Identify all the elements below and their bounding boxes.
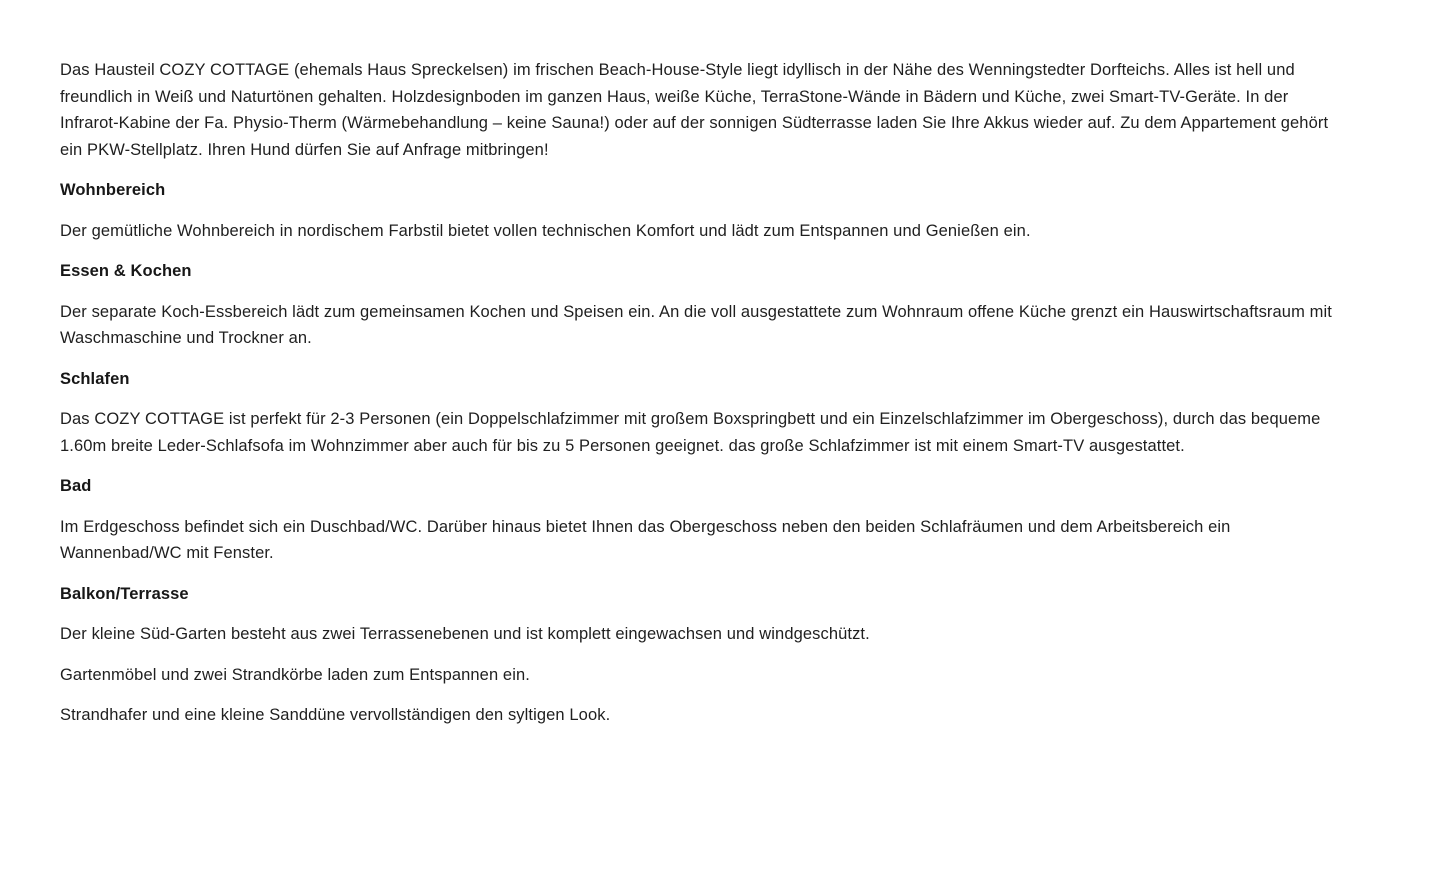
section-heading: Bad — [60, 477, 92, 495]
section-paragraph: Strandhafer und eine kleine Sanddüne vervollständigen den syltigen Look. — [60, 706, 611, 724]
section-bad — [60, 473, 1385, 567]
section-heading: Essen & Kochen — [60, 262, 192, 280]
section-paragraph: Im Erdgeschoss befindet sich ein Duschbad/WC. Darüber hinaus bietet Ihnen das Obergeschoss neben den beiden Schlafräumen und dem Arbeitsbereich ein Wannenbad/WC mit Fenster. — [60, 517, 1231, 562]
section-balkon-terrasse — [60, 581, 1385, 729]
section-paragraph: Gartenmöbel und zwei Strandkörbe laden zum Entspannen ein. — [60, 665, 530, 684]
section-essen-kochen — [60, 258, 1385, 352]
section-schlafen — [60, 366, 1385, 460]
section-wohnbereich — [60, 177, 1385, 244]
section-paragraph: Der kleine Süd-Garten besteht aus zwei Terrassenebenen und ist komplett eingewachsen und windgeschützt. — [60, 625, 870, 643]
section-paragraph: Das COZY COTTAGE ist perfekt für 2-3 Personen (ein Doppelschlafzimmer mit großem Boxspringbett und ein Einzelschlafzimmer im Obergeschoss), durch das bequeme 1.60m breite Leder-Schlafsofa im Wohnzimmer aber auch für bis zu 5 Personen geeignet. das große Schlafzimmer ist mit einem Smart-TV ausgestattet. — [60, 410, 1321, 455]
intro-paragraph: Das Hausteil COZY COTTAGE (ehemals Haus Spreckelsen) im frischen Beach-House-Style liegt idyllisch in der Nähe des Wenningstedter Dorfteichs. Alles ist hell und freundlich in Weiß und Naturtönen gehalten. Holzdesignboden im ganzen Haus, weiße Küche, TerraStone-Wände in Bädern und Küche, zwei Smart-TV-Geräte. In der Infrarot-Kabine der Fa. Physio-Therm (Wärmebehandlung – keine Sauna!) oder auf der sonnigen Südterrasse laden Sie Ihre Akkus wieder auf. Zu dem Appartement gehört ein PKW-Stellplatz. Ihren Hund dürfen Sie auf Anfrage mitbringen! — [60, 61, 1329, 159]
section-heading: Wohnbereich — [60, 181, 166, 199]
section-paragraph: Der separate Koch-Essbereich lädt zum gemeinsamen Kochen und Speisen ein. An die voll ausgestattete zum Wohnraum offene Küche grenzt ein Hauswirtschaftsraum mit Waschmaschine und Trockner an. — [60, 302, 1332, 347]
section-heading: Schlafen — [60, 369, 130, 388]
section-heading: Balkon/Terrasse — [60, 584, 189, 603]
section-paragraph: Der gemütliche Wohnbereich in nordischem Farbstil bietet vollen technischen Komfort und lädt zum Entspannen und Genießen ein. — [60, 221, 1031, 240]
